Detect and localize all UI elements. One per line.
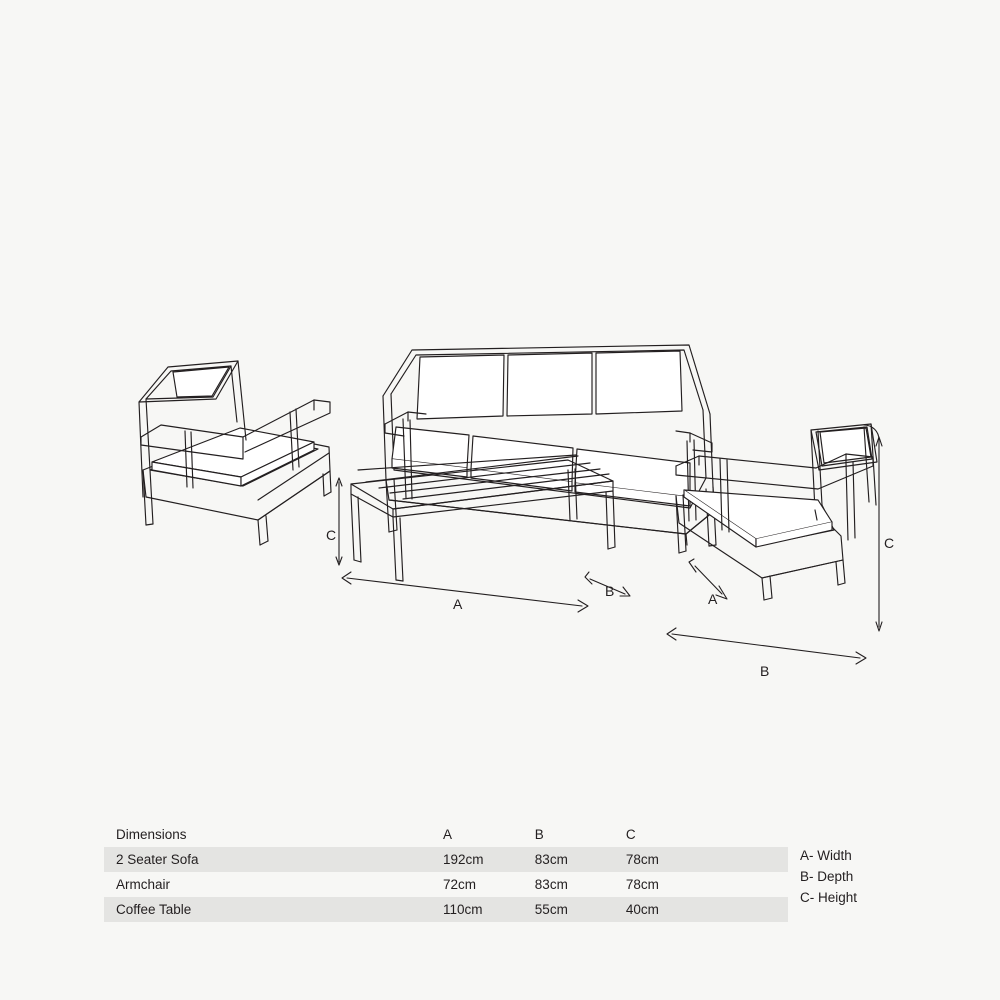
row-c: 40cm <box>614 897 788 922</box>
row-name: Coffee Table <box>104 897 431 922</box>
label-coffee-table-width: A <box>453 596 463 612</box>
left-armchair-illustration <box>139 361 331 545</box>
label-armchair-right-width: B <box>760 663 770 679</box>
row-name: 2 Seater Sofa <box>104 847 431 872</box>
row-c: 78cm <box>625 877 659 892</box>
header-b: B <box>534 827 544 842</box>
three-seater-sofa-illustration <box>383 345 716 546</box>
legend-width: A- Width <box>800 848 852 863</box>
legend-height: C- Height <box>800 890 858 905</box>
right-armchair-illustration <box>676 424 877 600</box>
row-a: 110cm <box>431 897 523 922</box>
label-coffee-table-depth: B <box>605 583 615 599</box>
label-armchair-left-height: C <box>326 527 337 543</box>
row-c: 78cm <box>614 847 788 872</box>
table-row <box>104 847 788 872</box>
label-armchair-right-depth: A <box>708 591 718 607</box>
legend-depth: B- Depth <box>800 869 854 884</box>
row-b: 55cm <box>523 897 614 922</box>
row-a: 72cm <box>443 877 477 892</box>
label-armchair-right-height: C <box>884 535 895 551</box>
row-a: 192cm <box>431 847 523 872</box>
table-row <box>104 872 788 897</box>
header-c: C <box>625 827 636 842</box>
header-dimensions: Dimensions <box>116 827 187 842</box>
row-name: Armchair <box>116 877 171 892</box>
row-b: 83cm <box>523 847 614 872</box>
header-a: A <box>443 827 453 842</box>
dimensions-table <box>104 822 788 922</box>
dimension-legend <box>800 845 857 908</box>
table-row <box>104 897 788 922</box>
table-header-row <box>104 822 788 847</box>
row-b: 83cm <box>534 877 568 892</box>
